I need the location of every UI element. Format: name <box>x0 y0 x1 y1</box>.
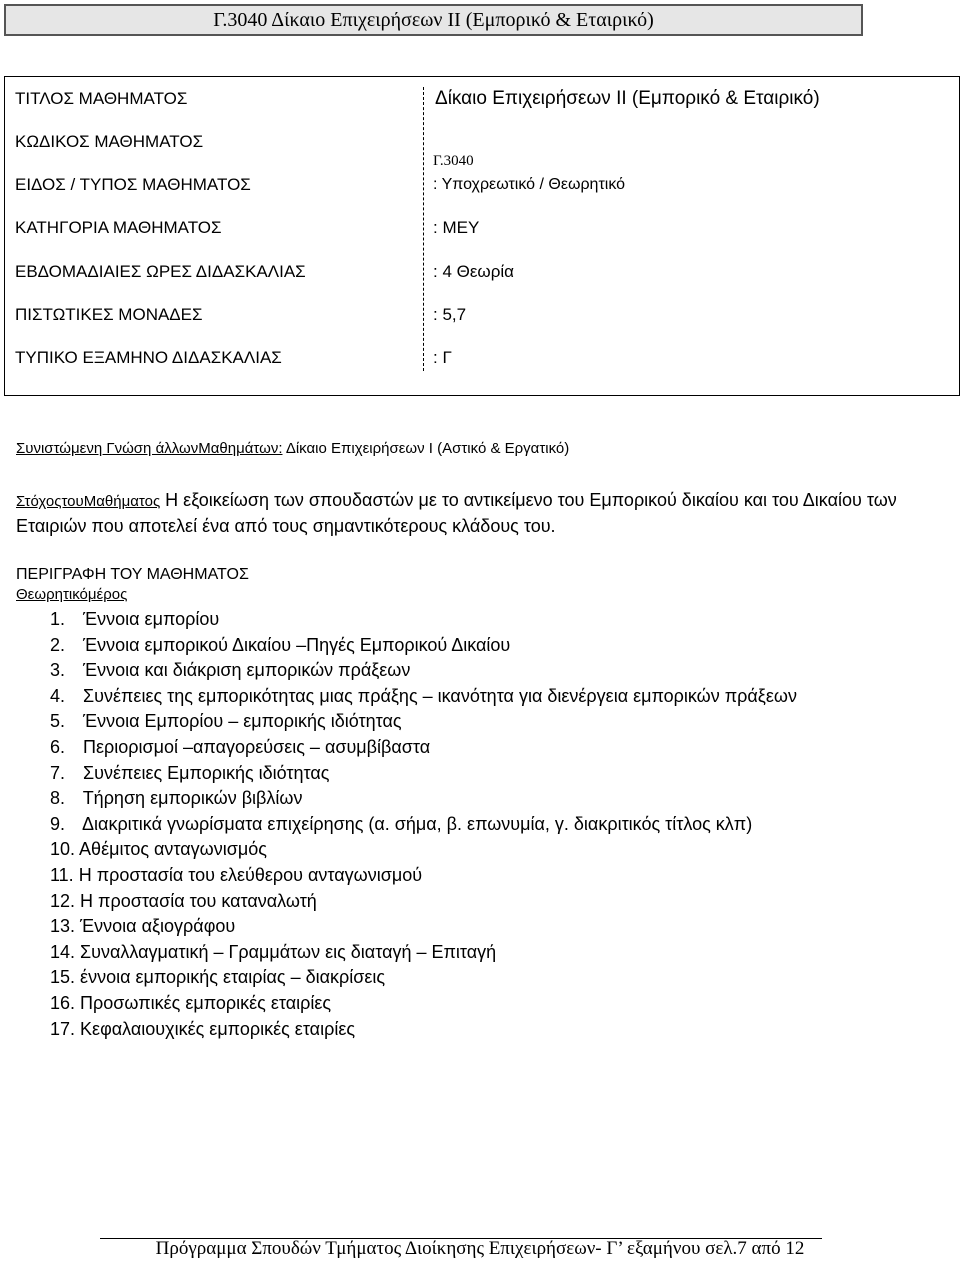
course-type-label: ΕΙΔΟΣ / ΤΥΠΟΣ ΜΑΘΗΜΑΤΟΣ <box>15 175 251 194</box>
course-title-label: ΤΙΤΛΟΣ ΜΑΘΗΜΑΤΟΣ <box>15 89 188 108</box>
list-item: 15. έννοια εμπορικής εταιρίας – διακρίσεις <box>50 967 386 988</box>
list-item: 12. Η προστασία του καταναλωτή <box>50 890 317 911</box>
list-item: 4. Συνέπειες της εμπορικότητας μιας πράξης – ικανότητα για διενέργεια εμπορικών πράξεων <box>50 685 797 706</box>
column-divider <box>423 87 424 371</box>
list-item: 11. Η προστασία του ελεύθερου ανταγωνισμού <box>50 864 423 885</box>
list-item: 13. Έννοια αξιογράφου <box>50 916 236 937</box>
document-title: Γ.3040 Δίκαιο Επιχειρήσεων ΙΙ (Εμπορικό & Εταιρικό) <box>213 8 654 31</box>
course-category-label: ΚΑΤΗΓΟΡΙΑ ΜΑΘΗΜΑΤΟΣ <box>15 218 222 237</box>
list-item: 14. Συναλλαγματική – Γραμμάτων εις διαταγή – Επιταγή <box>50 941 497 962</box>
list-item: 1. Έννοια εμπορίου <box>50 609 220 629</box>
credits-value: : 5,7 <box>433 305 467 324</box>
recommended-knowledge-value: Δίκαιο Επιχειρήσεων Ι (Αστικό & Εργατικό) <box>282 440 570 457</box>
description-heading: ΠΕΡΙΓΡΑΦΗ ΤΟΥ ΜΑΘΗΜΑΤΟΣ <box>16 566 249 583</box>
course-objective-label: ΣτόχοςτουΜαθήματος <box>16 493 161 510</box>
course-info-box <box>4 76 960 396</box>
document-title-banner <box>4 4 863 36</box>
recommended-knowledge-label: Συνιστώμενη Γνώση άλλωνΜαθημάτων: <box>16 440 283 457</box>
list-item: 5. Έννοια Εμπορίου – εμπορικής ιδιότητας <box>50 711 402 732</box>
course-code-label: ΚΩΔΙΚΟΣ ΜΑΘΗΜΑΤΟΣ <box>15 132 204 151</box>
semester-value: : Γ <box>433 348 452 367</box>
weekly-hours-label: ΕΒΔΟΜΑΔΙΑΙΕΣ ΩΡΕΣ ΔΙΔΑΣΚΑΛΙΑΣ <box>15 262 306 281</box>
list-item: 3. Έννοια και διάκριση εμπορικών πράξεων <box>50 660 411 681</box>
list-item: 16. Προσωπικές εμπορικές εταιρίες <box>50 992 332 1013</box>
list-item: 2. Έννοια εμπορικού Δικαίου –Πηγές Εμπορικού Δικαίου <box>50 634 511 655</box>
theory-part-heading: Θεωρητικόμέρος <box>16 586 128 603</box>
list-item: 7. Συνέπειες Εμπορικής ιδιότητας <box>50 762 330 783</box>
topics-list <box>50 607 797 1042</box>
semester-label: ΤΥΠΙΚΟ ΕΞΑΜΗΝΟ ΔΙΔΑΣΚΑΛΙΑΣ <box>15 348 282 367</box>
list-item: 8. Τήρηση εμπορικών βιβλίων <box>50 788 303 809</box>
list-item: 6. Περιορισμοί –απαγορεύσεις – ασυμβίβαστα <box>50 736 431 757</box>
list-item: 17. Κεφαλαιουχικές εμπορικές εταιρίες <box>50 1018 356 1039</box>
course-category-value: : ΜΕΥ <box>433 218 480 237</box>
list-item: 10. Αθέμιτος ανταγωνισμός <box>50 839 267 860</box>
credits-label: ΠΙΣΤΩΤΙΚΕΣ ΜΟΝΑΔΕΣ <box>15 305 203 324</box>
page-footer: Πρόγραμμα Σπουδών Τμήματος Διοίκησης Επιχειρήσεων- Γ’ εξαμήνου σελ.7 από 12 <box>155 1238 805 1259</box>
recommended-knowledge <box>16 440 569 457</box>
course-type-value: : Υποχρεωτικό / Θεωρητικό <box>433 176 626 193</box>
course-title-value: Δίκαιο Επιχειρήσεων ΙΙ (Εμπορικό & Εταιρικό) <box>435 88 820 109</box>
course-objective-text: Η εξοικείωση των σπουδαστών με το αντικείμενο του Εμπορικού δικαίου και του Δικαίου των Εταιριών που αποτελεί ένα από τους σημαντικότερους κλάδους του. <box>16 490 897 536</box>
list-item: 9. Διακριτικά γνωρίσματα επιχείρησης (α. σήμα, β. επωνυμία, γ. διακριτικός τίτλος κλπ) <box>50 813 753 834</box>
course-objective <box>16 488 946 538</box>
course-code-value: Γ.3040 <box>433 153 474 169</box>
weekly-hours-value: : 4 Θεωρία <box>433 262 514 281</box>
